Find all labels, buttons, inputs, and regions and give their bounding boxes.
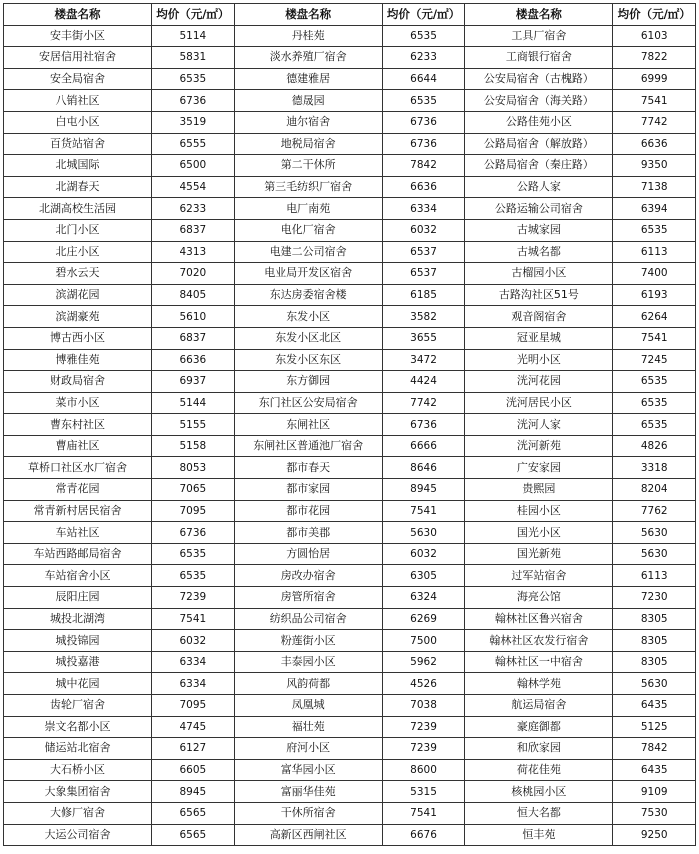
property-name-cell: 电厂南苑 bbox=[234, 198, 382, 220]
price-cell: 5125 bbox=[613, 716, 696, 738]
price-cell: 3519 bbox=[152, 111, 235, 133]
property-name-cell: 方圆怡居 bbox=[234, 543, 382, 565]
table-row bbox=[4, 435, 696, 457]
property-name-cell: 大修厂宿舍 bbox=[4, 802, 152, 824]
price-cell: 9250 bbox=[613, 824, 696, 846]
property-name-cell: 电业局开发区宿舍 bbox=[234, 263, 382, 285]
table-row bbox=[4, 133, 696, 155]
price-cell: 6103 bbox=[613, 25, 696, 47]
price-cell: 6435 bbox=[613, 759, 696, 781]
price-cell: 6537 bbox=[382, 263, 465, 285]
price-cell: 7239 bbox=[152, 587, 235, 609]
price-cell: 6334 bbox=[152, 651, 235, 673]
property-name-cell: 草桥口社区水厂宿舍 bbox=[4, 457, 152, 479]
property-name-cell: 翰林学苑 bbox=[465, 673, 613, 695]
table-row bbox=[4, 155, 696, 177]
table-row bbox=[4, 587, 696, 609]
property-name-cell: 纺织品公司宿舍 bbox=[234, 608, 382, 630]
header-name-3: 楼盘名称 bbox=[465, 4, 613, 26]
price-cell: 8945 bbox=[152, 781, 235, 803]
price-cell: 6185 bbox=[382, 284, 465, 306]
price-cell: 7742 bbox=[382, 392, 465, 414]
price-cell: 5962 bbox=[382, 651, 465, 673]
property-name-cell: 安全局宿舍 bbox=[4, 68, 152, 90]
price-cell: 7742 bbox=[613, 111, 696, 133]
property-name-cell: 公安局宿舍（海关路） bbox=[465, 90, 613, 112]
property-name-cell: 八销社区 bbox=[4, 90, 152, 112]
price-cell: 6127 bbox=[152, 738, 235, 760]
price-cell: 8945 bbox=[382, 479, 465, 501]
price-cell: 4554 bbox=[152, 176, 235, 198]
price-cell: 6435 bbox=[613, 695, 696, 717]
price-cell: 6676 bbox=[382, 824, 465, 846]
property-name-cell: 北门小区 bbox=[4, 219, 152, 241]
property-name-cell: 房管所宿舍 bbox=[234, 587, 382, 609]
property-name-cell: 城投北湖湾 bbox=[4, 608, 152, 630]
price-cell: 6233 bbox=[382, 47, 465, 69]
price-cell: 7822 bbox=[613, 47, 696, 69]
property-name-cell: 古城家园 bbox=[465, 219, 613, 241]
price-cell: 6535 bbox=[613, 392, 696, 414]
header-price-1: 均价（元/㎡） bbox=[152, 4, 235, 26]
property-name-cell: 都市美郡 bbox=[234, 522, 382, 544]
table-body bbox=[4, 25, 696, 846]
price-cell: 4826 bbox=[613, 435, 696, 457]
price-cell: 6605 bbox=[152, 759, 235, 781]
table-row bbox=[4, 327, 696, 349]
property-name-cell: 电化厂宿舍 bbox=[234, 219, 382, 241]
property-name-cell: 德晟园 bbox=[234, 90, 382, 112]
property-name-cell: 安居信用社宿舍 bbox=[4, 47, 152, 69]
price-cell: 5831 bbox=[152, 47, 235, 69]
price-cell: 6032 bbox=[382, 219, 465, 241]
property-name-cell: 百货站宿舍 bbox=[4, 133, 152, 155]
housing-price-table bbox=[3, 3, 696, 846]
price-cell: 4745 bbox=[152, 716, 235, 738]
property-name-cell: 洸河人家 bbox=[465, 414, 613, 436]
price-cell: 6324 bbox=[382, 587, 465, 609]
price-cell: 6535 bbox=[382, 25, 465, 47]
table-row bbox=[4, 824, 696, 846]
price-cell: 5114 bbox=[152, 25, 235, 47]
price-cell: 3582 bbox=[382, 306, 465, 328]
price-cell: 8053 bbox=[152, 457, 235, 479]
price-cell: 6305 bbox=[382, 565, 465, 587]
property-name-cell: 航运局宿舍 bbox=[465, 695, 613, 717]
property-name-cell: 丹桂苑 bbox=[234, 25, 382, 47]
property-name-cell: 东门社区公安局宿舍 bbox=[234, 392, 382, 414]
price-cell: 6666 bbox=[382, 435, 465, 457]
property-name-cell: 古城名都 bbox=[465, 241, 613, 263]
property-name-cell: 恒丰苑 bbox=[465, 824, 613, 846]
price-cell: 7138 bbox=[613, 176, 696, 198]
property-name-cell: 北湖春天 bbox=[4, 176, 152, 198]
property-name-cell: 崇文名都小区 bbox=[4, 716, 152, 738]
property-name-cell: 白屯小区 bbox=[4, 111, 152, 133]
property-name-cell: 工商银行宿舍 bbox=[465, 47, 613, 69]
property-name-cell: 粉莲街小区 bbox=[234, 630, 382, 652]
price-cell: 6565 bbox=[152, 824, 235, 846]
property-name-cell: 翰林社区鲁兴宿舍 bbox=[465, 608, 613, 630]
property-name-cell: 储运站北宿舍 bbox=[4, 738, 152, 760]
property-name-cell: 冠亚星城 bbox=[465, 327, 613, 349]
price-cell: 7762 bbox=[613, 500, 696, 522]
property-name-cell: 都市家园 bbox=[234, 479, 382, 501]
price-cell: 7065 bbox=[152, 479, 235, 501]
property-name-cell: 风韵荷都 bbox=[234, 673, 382, 695]
property-name-cell: 广安家园 bbox=[465, 457, 613, 479]
property-name-cell: 曹东村社区 bbox=[4, 414, 152, 436]
table-row bbox=[4, 781, 696, 803]
property-name-cell: 菜市小区 bbox=[4, 392, 152, 414]
price-cell: 7541 bbox=[613, 327, 696, 349]
property-name-cell: 恒大名都 bbox=[465, 802, 613, 824]
property-name-cell: 财政局宿舍 bbox=[4, 371, 152, 393]
price-cell: 6535 bbox=[613, 414, 696, 436]
price-cell: 6535 bbox=[152, 565, 235, 587]
price-cell: 6394 bbox=[613, 198, 696, 220]
property-name-cell: 滨湖豪苑 bbox=[4, 306, 152, 328]
property-name-cell: 大石桥小区 bbox=[4, 759, 152, 781]
price-cell: 5144 bbox=[152, 392, 235, 414]
price-cell: 4424 bbox=[382, 371, 465, 393]
property-name-cell: 城中花园 bbox=[4, 673, 152, 695]
table-row bbox=[4, 176, 696, 198]
price-cell: 8305 bbox=[613, 630, 696, 652]
table-row bbox=[4, 47, 696, 69]
property-name-cell: 公安局宿舍（古槐路） bbox=[465, 68, 613, 90]
property-name-cell: 工具厂宿舍 bbox=[465, 25, 613, 47]
table-row bbox=[4, 479, 696, 501]
price-cell: 6837 bbox=[152, 219, 235, 241]
table-row bbox=[4, 738, 696, 760]
price-cell: 6736 bbox=[382, 133, 465, 155]
price-cell: 7095 bbox=[152, 695, 235, 717]
property-name-cell: 公路人家 bbox=[465, 176, 613, 198]
price-cell: 7842 bbox=[382, 155, 465, 177]
property-name-cell: 安丰街小区 bbox=[4, 25, 152, 47]
price-cell: 5158 bbox=[152, 435, 235, 457]
table-row bbox=[4, 651, 696, 673]
price-cell: 7541 bbox=[382, 500, 465, 522]
price-cell: 9109 bbox=[613, 781, 696, 803]
property-name-cell: 豪庭御都 bbox=[465, 716, 613, 738]
property-name-cell: 滨湖花园 bbox=[4, 284, 152, 306]
price-cell: 5630 bbox=[613, 543, 696, 565]
table-row bbox=[4, 68, 696, 90]
price-cell: 7038 bbox=[382, 695, 465, 717]
property-name-cell: 东闸社区 bbox=[234, 414, 382, 436]
price-cell: 3318 bbox=[613, 457, 696, 479]
property-name-cell: 福壮苑 bbox=[234, 716, 382, 738]
property-name-cell: 电建二公司宿舍 bbox=[234, 241, 382, 263]
price-cell: 5610 bbox=[152, 306, 235, 328]
property-name-cell: 大象集团宿舍 bbox=[4, 781, 152, 803]
property-name-cell: 北庄小区 bbox=[4, 241, 152, 263]
property-name-cell: 富华园小区 bbox=[234, 759, 382, 781]
price-cell: 7020 bbox=[152, 263, 235, 285]
price-cell: 7842 bbox=[613, 738, 696, 760]
property-name-cell: 都市花园 bbox=[234, 500, 382, 522]
price-cell: 6636 bbox=[613, 133, 696, 155]
property-name-cell: 翰林社区农发行宿舍 bbox=[465, 630, 613, 652]
price-cell: 8600 bbox=[382, 759, 465, 781]
property-name-cell: 齿轮厂宿舍 bbox=[4, 695, 152, 717]
property-name-cell: 东方御园 bbox=[234, 371, 382, 393]
price-cell: 5630 bbox=[382, 522, 465, 544]
price-cell: 7230 bbox=[613, 587, 696, 609]
table-row bbox=[4, 284, 696, 306]
price-cell: 7245 bbox=[613, 349, 696, 371]
table-row bbox=[4, 219, 696, 241]
price-cell: 7541 bbox=[152, 608, 235, 630]
price-cell: 6233 bbox=[152, 198, 235, 220]
price-cell: 6937 bbox=[152, 371, 235, 393]
price-cell: 6334 bbox=[382, 198, 465, 220]
header-name-1: 楼盘名称 bbox=[4, 4, 152, 26]
property-name-cell: 房改办宿舍 bbox=[234, 565, 382, 587]
property-name-cell: 洸河花园 bbox=[465, 371, 613, 393]
property-name-cell: 古榴园小区 bbox=[465, 263, 613, 285]
table-row bbox=[4, 198, 696, 220]
property-name-cell: 翰林社区一中宿舍 bbox=[465, 651, 613, 673]
property-name-cell: 第三毛纺织厂宿舍 bbox=[234, 176, 382, 198]
property-name-cell: 过军站宿舍 bbox=[465, 565, 613, 587]
property-name-cell: 洸河新苑 bbox=[465, 435, 613, 457]
table-row bbox=[4, 673, 696, 695]
property-name-cell: 公路局宿舍（秦庄路） bbox=[465, 155, 613, 177]
property-name-cell: 桂园小区 bbox=[465, 500, 613, 522]
property-name-cell: 大运公司宿舍 bbox=[4, 824, 152, 846]
price-cell: 7500 bbox=[382, 630, 465, 652]
price-cell: 9350 bbox=[613, 155, 696, 177]
property-name-cell: 车站西路邮局宿舍 bbox=[4, 543, 152, 565]
price-cell: 6535 bbox=[152, 68, 235, 90]
price-cell: 6565 bbox=[152, 802, 235, 824]
property-name-cell: 东发小区北区 bbox=[234, 327, 382, 349]
property-name-cell: 德建雅居 bbox=[234, 68, 382, 90]
table-row bbox=[4, 241, 696, 263]
property-name-cell: 公路佳苑小区 bbox=[465, 111, 613, 133]
property-name-cell: 干休所宿舍 bbox=[234, 802, 382, 824]
header-price-3: 均价（元/㎡） bbox=[613, 4, 696, 26]
property-name-cell: 古路沟社区51号 bbox=[465, 284, 613, 306]
price-cell: 4313 bbox=[152, 241, 235, 263]
table-row bbox=[4, 371, 696, 393]
property-name-cell: 淡水养殖厂宿舍 bbox=[234, 47, 382, 69]
property-name-cell: 地税局宿舍 bbox=[234, 133, 382, 155]
property-name-cell: 车站社区 bbox=[4, 522, 152, 544]
table-row bbox=[4, 608, 696, 630]
table-row bbox=[4, 565, 696, 587]
property-name-cell: 博古西小区 bbox=[4, 327, 152, 349]
property-name-cell: 高新区西闸社区 bbox=[234, 824, 382, 846]
price-cell: 6999 bbox=[613, 68, 696, 90]
price-cell: 3472 bbox=[382, 349, 465, 371]
property-name-cell: 东达房委宿舍楼 bbox=[234, 284, 382, 306]
property-name-cell: 东发小区东区 bbox=[234, 349, 382, 371]
price-cell: 6555 bbox=[152, 133, 235, 155]
property-name-cell: 曹庙社区 bbox=[4, 435, 152, 457]
price-cell: 6736 bbox=[382, 414, 465, 436]
property-name-cell: 洸河居民小区 bbox=[465, 392, 613, 414]
price-cell: 6535 bbox=[613, 371, 696, 393]
price-cell: 6032 bbox=[152, 630, 235, 652]
property-name-cell: 公路运输公司宿舍 bbox=[465, 198, 613, 220]
property-name-cell: 富丽华佳苑 bbox=[234, 781, 382, 803]
property-name-cell: 辰阳庄园 bbox=[4, 587, 152, 609]
price-cell: 5315 bbox=[382, 781, 465, 803]
table-row bbox=[4, 392, 696, 414]
property-name-cell: 府河小区 bbox=[234, 738, 382, 760]
table-row bbox=[4, 263, 696, 285]
table-row bbox=[4, 457, 696, 479]
table-row bbox=[4, 90, 696, 112]
price-cell: 6032 bbox=[382, 543, 465, 565]
price-cell: 6736 bbox=[152, 522, 235, 544]
table-row bbox=[4, 543, 696, 565]
property-name-cell: 凤凰城 bbox=[234, 695, 382, 717]
price-cell: 7400 bbox=[613, 263, 696, 285]
price-cell: 7095 bbox=[152, 500, 235, 522]
price-cell: 6113 bbox=[613, 241, 696, 263]
table-row bbox=[4, 759, 696, 781]
table-row bbox=[4, 695, 696, 717]
price-cell: 6535 bbox=[613, 219, 696, 241]
property-name-cell: 核桃园小区 bbox=[465, 781, 613, 803]
price-cell: 3655 bbox=[382, 327, 465, 349]
price-cell: 6500 bbox=[152, 155, 235, 177]
price-cell: 6269 bbox=[382, 608, 465, 630]
price-cell: 6537 bbox=[382, 241, 465, 263]
price-cell: 7239 bbox=[382, 716, 465, 738]
header-name-2: 楼盘名称 bbox=[234, 4, 382, 26]
property-name-cell: 都市春天 bbox=[234, 457, 382, 479]
price-cell: 8405 bbox=[152, 284, 235, 306]
table-row bbox=[4, 349, 696, 371]
price-cell: 5630 bbox=[613, 522, 696, 544]
table-row bbox=[4, 414, 696, 436]
price-cell: 6535 bbox=[152, 543, 235, 565]
price-cell: 6736 bbox=[152, 90, 235, 112]
property-name-cell: 碧水云天 bbox=[4, 263, 152, 285]
property-name-cell: 丰泰园小区 bbox=[234, 651, 382, 673]
property-name-cell: 东发小区 bbox=[234, 306, 382, 328]
price-cell: 6193 bbox=[613, 284, 696, 306]
price-cell: 6334 bbox=[152, 673, 235, 695]
table-row bbox=[4, 111, 696, 133]
price-cell: 6535 bbox=[382, 90, 465, 112]
price-cell: 8646 bbox=[382, 457, 465, 479]
property-name-cell: 海亮公馆 bbox=[465, 587, 613, 609]
price-cell: 8305 bbox=[613, 608, 696, 630]
header-row bbox=[4, 4, 696, 26]
table-row bbox=[4, 716, 696, 738]
table-row bbox=[4, 802, 696, 824]
price-cell: 6736 bbox=[382, 111, 465, 133]
property-name-cell: 城投嘉港 bbox=[4, 651, 152, 673]
table-row bbox=[4, 500, 696, 522]
price-cell: 7530 bbox=[613, 802, 696, 824]
property-name-cell: 和欣家园 bbox=[465, 738, 613, 760]
price-cell: 6636 bbox=[382, 176, 465, 198]
property-name-cell: 博雅佳苑 bbox=[4, 349, 152, 371]
price-cell: 6264 bbox=[613, 306, 696, 328]
property-name-cell: 常青新村居民宿舍 bbox=[4, 500, 152, 522]
price-cell: 7541 bbox=[613, 90, 696, 112]
price-cell: 5155 bbox=[152, 414, 235, 436]
property-name-cell: 贵熙园 bbox=[465, 479, 613, 501]
property-name-cell: 第二干休所 bbox=[234, 155, 382, 177]
table-row bbox=[4, 306, 696, 328]
property-name-cell: 国光新苑 bbox=[465, 543, 613, 565]
property-name-cell: 荷花佳苑 bbox=[465, 759, 613, 781]
price-cell: 6636 bbox=[152, 349, 235, 371]
property-name-cell: 公路局宿舍（解放路） bbox=[465, 133, 613, 155]
property-name-cell: 北城国际 bbox=[4, 155, 152, 177]
property-name-cell: 车站宿舍小区 bbox=[4, 565, 152, 587]
price-cell: 4526 bbox=[382, 673, 465, 695]
price-cell: 6837 bbox=[152, 327, 235, 349]
table-row bbox=[4, 522, 696, 544]
price-cell: 8204 bbox=[613, 479, 696, 501]
property-name-cell: 光明小区 bbox=[465, 349, 613, 371]
header-price-2: 均价（元/㎡） bbox=[382, 4, 465, 26]
property-name-cell: 北湖高校生活园 bbox=[4, 198, 152, 220]
price-cell: 6113 bbox=[613, 565, 696, 587]
table-row bbox=[4, 630, 696, 652]
price-cell: 7541 bbox=[382, 802, 465, 824]
property-name-cell: 常青花园 bbox=[4, 479, 152, 501]
property-name-cell: 东闸社区普通池厂宿舍 bbox=[234, 435, 382, 457]
property-name-cell: 城投锦园 bbox=[4, 630, 152, 652]
price-cell: 5630 bbox=[613, 673, 696, 695]
property-name-cell: 国光小区 bbox=[465, 522, 613, 544]
property-name-cell: 迪尔宿舍 bbox=[234, 111, 382, 133]
price-cell: 8305 bbox=[613, 651, 696, 673]
price-cell: 7239 bbox=[382, 738, 465, 760]
property-name-cell: 观音阁宿舍 bbox=[465, 306, 613, 328]
price-cell: 6644 bbox=[382, 68, 465, 90]
table-row bbox=[4, 25, 696, 47]
